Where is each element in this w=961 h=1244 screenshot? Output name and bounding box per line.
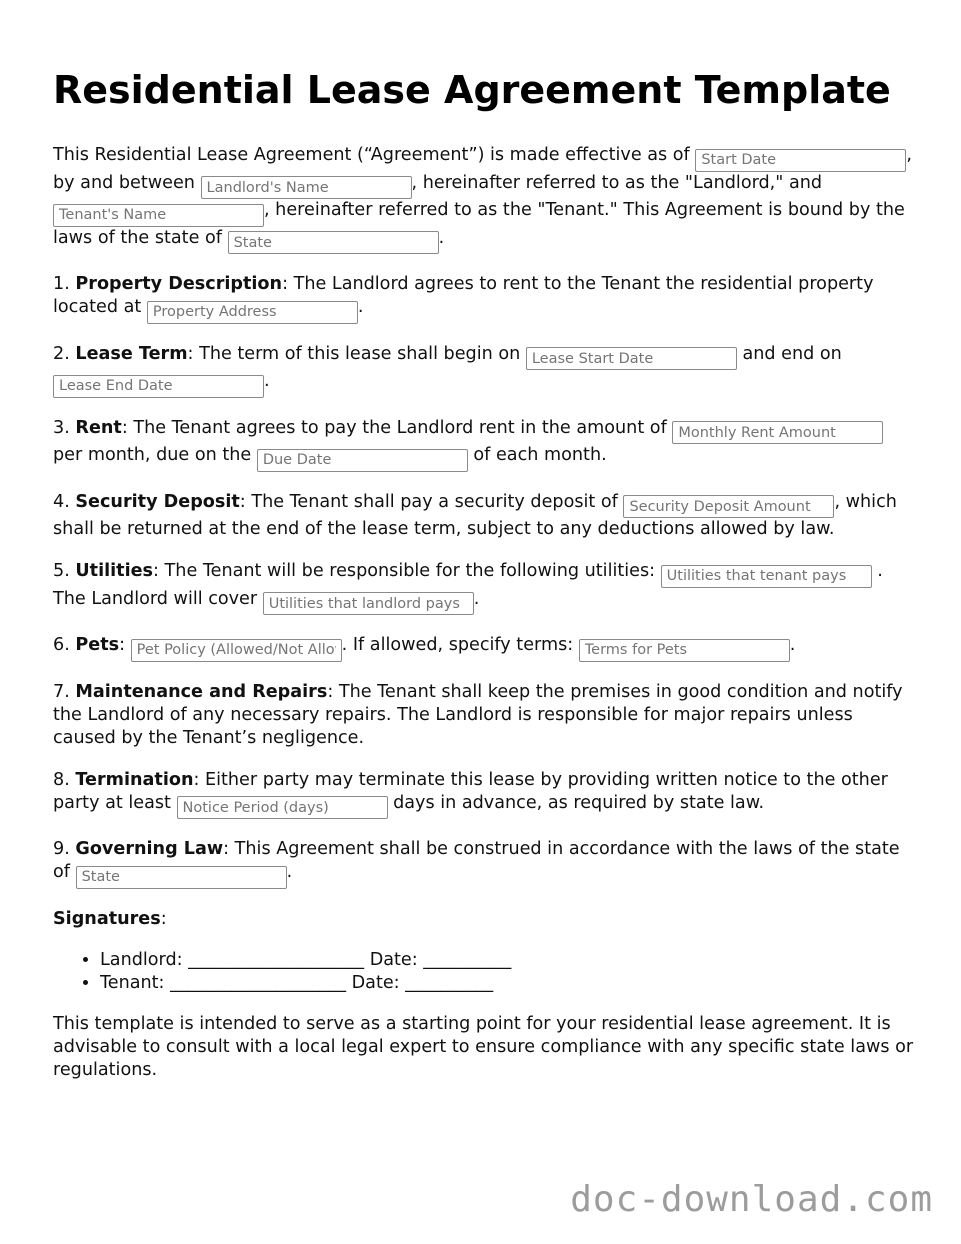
state-input[interactable] (228, 231, 439, 254)
landlord-name-input[interactable] (201, 176, 412, 199)
section-lease-term (53, 343, 915, 398)
section-text-end: . (264, 371, 270, 391)
monthly-rent-input[interactable] (672, 421, 883, 444)
section-number: 5. (53, 561, 70, 581)
property-address-input[interactable] (147, 301, 358, 324)
section-utilities (53, 560, 915, 615)
governing-state-input[interactable] (76, 866, 287, 889)
section-text-2: . The Landlord will cover (53, 561, 883, 609)
tenant-signature-line: • Tenant: ____________________ Date: __________ (100, 972, 915, 995)
landlord-signature-line: • Landlord: ____________________ Date: __________ (100, 949, 915, 972)
lease-start-date-input[interactable] (526, 347, 737, 370)
section-heading: Security Deposit (75, 491, 240, 512)
intro-text-2: , by and between (53, 145, 912, 193)
section-number: 6. (53, 635, 70, 655)
signature-list (53, 949, 915, 995)
section-rent (53, 417, 915, 472)
section-heading: Utilities (75, 561, 154, 581)
section-number: 2. (53, 343, 70, 364)
section-pets (53, 634, 915, 662)
notice-period-input[interactable] (177, 796, 388, 819)
intro-text-5: . (438, 227, 445, 248)
section-number: 3. (53, 417, 70, 438)
section-heading: Maintenance and Repairs (75, 681, 328, 702)
due-date-input[interactable] (257, 449, 468, 472)
section-heading: Rent (75, 417, 122, 438)
intro-text-3: , hereinafter referred to as the "Landlord," and (411, 172, 823, 193)
section-number: 1. (53, 274, 70, 294)
section-number: 4. (53, 491, 70, 512)
section-number: 9. (53, 839, 70, 859)
section-text: : The Tenant agrees to pay the Landlord rent in the amount of (121, 417, 667, 438)
section-heading: Governing Law (75, 839, 224, 859)
section-text: : The term of this lease shall begin on (187, 343, 521, 364)
section-text: : The Tenant shall pay a security deposit of (239, 491, 618, 512)
signatures-heading: Signatures: (53, 908, 167, 929)
landlord-utilities-input[interactable] (263, 592, 474, 615)
section-property-description (53, 273, 915, 324)
section-text: : The Tenant will be responsible for the following utilities: (153, 561, 656, 581)
security-deposit-input[interactable] (623, 495, 834, 518)
section-heading: Property Description (75, 274, 283, 294)
watermark: doc-download.com (570, 1179, 933, 1220)
lease-end-date-input[interactable] (53, 375, 264, 398)
pet-policy-input[interactable] (131, 639, 342, 662)
intro-text-4: , hereinafter referred to as the "Tenant." This Agreement is bound by the laws of the state of (53, 200, 905, 248)
tenant-name-input[interactable] (53, 204, 264, 227)
page-title: Residential Lease Agreement Template (53, 68, 891, 112)
pet-terms-input[interactable] (579, 639, 790, 662)
section-termination (53, 769, 915, 820)
intro-text-1: This Residential Lease Agreement (“Agreement”) is made effective as of (53, 145, 690, 165)
section-text-end: , which shall be returned at the end of the lease term, subject to any deductions allowed by law. (53, 491, 897, 539)
section-heading: Termination (75, 769, 194, 790)
section-text-2: per month, due on the (53, 445, 252, 465)
section-text-2: . If allowed, specify terms: (341, 635, 574, 655)
section-text-end: . (473, 588, 480, 609)
section-text: : Either party may terminate this lease by providing written notice to the other party at least (53, 769, 888, 813)
section-text-end: . (286, 862, 293, 882)
section-text-2: and end on (742, 343, 842, 364)
section-heading: Pets (75, 635, 120, 655)
section-text-end: of each month. (473, 445, 607, 465)
section-text-end: . (357, 297, 364, 317)
section-governing-law (53, 838, 915, 889)
section-maintenance (53, 681, 915, 750)
tenant-utilities-input[interactable] (661, 565, 872, 588)
document-page (53, 66, 915, 1101)
section-text: : (119, 635, 126, 655)
section-text: : This Agreement shall be construed in accordance with the laws of the state of (53, 839, 900, 882)
closing-note: This template is intended to serve as a starting point for your residential lease agreement. It is advisable to consult with a local legal expert to ensure compliance with any specific state laws or regulations. (53, 1013, 914, 1080)
section-security-deposit (53, 491, 915, 542)
start-date-input[interactable] (695, 149, 906, 172)
section-heading: Lease Term (75, 343, 188, 364)
section-number: 7. (53, 681, 70, 702)
section-text-end: days in advance, as required by state law. (393, 792, 765, 813)
section-text: : The Tenant shall keep the premises in good condition and notify the Landlord of any necessary repairs. The Landlord is responsible for major repairs unless caused by the Tenant’s negligence. (53, 681, 903, 748)
section-text-end: . (789, 635, 796, 655)
section-text: : The Landlord agrees to rent to the Tenant the residential property located at (53, 274, 874, 317)
intro-paragraph (53, 144, 915, 254)
section-number: 8. (53, 769, 70, 790)
